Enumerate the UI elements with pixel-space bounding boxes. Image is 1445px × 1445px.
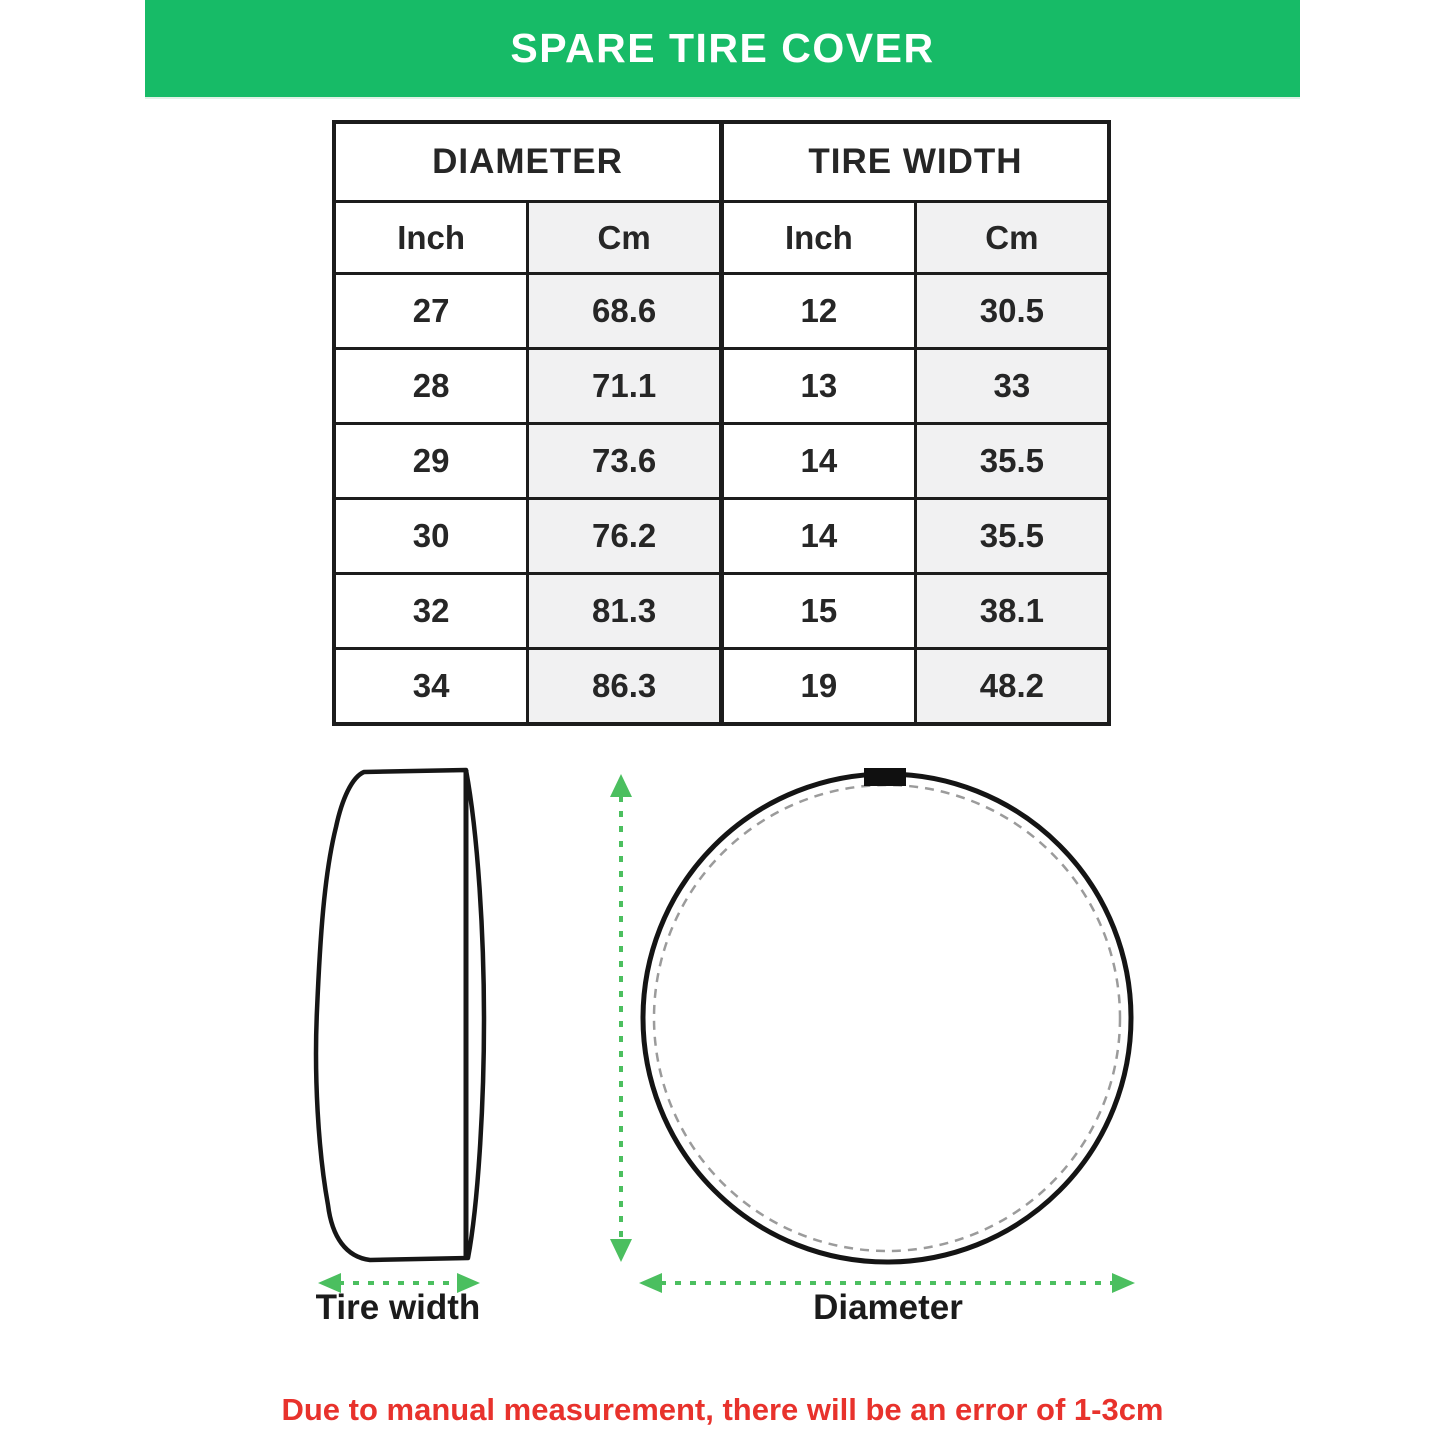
table-cell: 81.3 [528, 574, 722, 649]
column-group-tire-width: TIRE WIDTH [722, 122, 1110, 202]
cover-tab-mark [864, 768, 906, 786]
table-row [334, 499, 1109, 574]
table-cell: 33 [915, 349, 1109, 424]
table-cell: 29 [334, 424, 528, 499]
tire-width-label: Tire width [315, 1288, 481, 1327]
title-banner [145, 0, 1300, 97]
tire-side-view-drawing [308, 765, 488, 1265]
table-cell: 28 [334, 349, 528, 424]
table-cell: 86.3 [528, 649, 722, 725]
table-row [334, 349, 1109, 424]
tire-front-view-drawing [634, 765, 1140, 1271]
table-cell: 14 [722, 424, 916, 499]
table-cell: 13 [722, 349, 916, 424]
table-cell: 15 [722, 574, 916, 649]
table-cell: 38.1 [915, 574, 1109, 649]
table-cell: 48.2 [915, 649, 1109, 725]
table-cell: 35.5 [915, 499, 1109, 574]
table-cell: 73.6 [528, 424, 722, 499]
unit-header-cm: Cm [528, 202, 722, 274]
table-row [334, 649, 1109, 725]
table-cell: 30 [334, 499, 528, 574]
table-cell: 14 [722, 499, 916, 574]
table-cell: 32 [334, 574, 528, 649]
page-title: SPARE TIRE COVER [510, 25, 935, 71]
diameter-vertical-arrow-icon [605, 772, 637, 1264]
table-cell: 12 [722, 274, 916, 349]
unit-header-inch: Inch [722, 202, 916, 274]
size-table [332, 120, 1111, 726]
unit-header-cm: Cm [915, 202, 1109, 274]
table-cell: 27 [334, 274, 528, 349]
unit-header-inch: Inch [334, 202, 528, 274]
table-cell: 76.2 [528, 499, 722, 574]
diameter-label: Diameter [813, 1288, 963, 1327]
table-row [334, 574, 1109, 649]
table-cell: 71.1 [528, 349, 722, 424]
table-cell: 34 [334, 649, 528, 725]
table-cell: 19 [722, 649, 916, 725]
measurement-error-note: Due to manual measurement, there will be an error of 1-3cm [281, 1392, 1164, 1427]
column-group-diameter: DIAMETER [334, 122, 722, 202]
table-cell: 35.5 [915, 424, 1109, 499]
table-group-header-row [334, 122, 1109, 202]
table-cell: 68.6 [528, 274, 722, 349]
table-cell: 30.5 [915, 274, 1109, 349]
table-unit-header-row [334, 202, 1109, 274]
table-row [334, 424, 1109, 499]
table-row [334, 274, 1109, 349]
